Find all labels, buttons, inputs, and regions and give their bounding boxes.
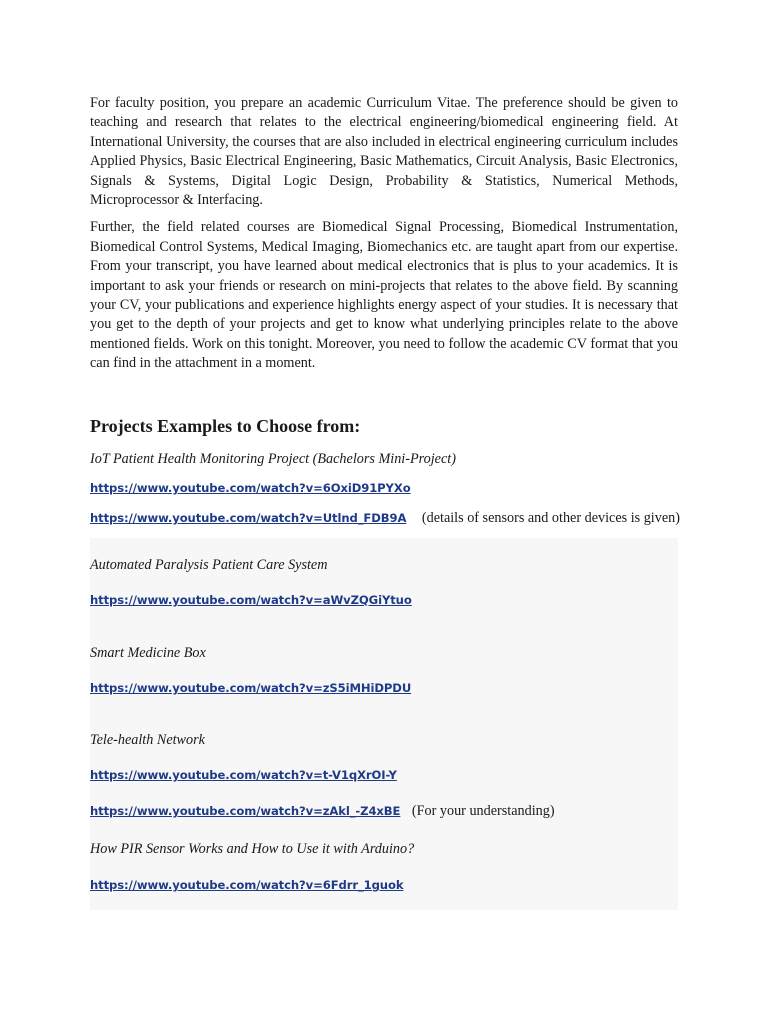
intro-paragraph-1: For faculty position, you prepare an academic Curriculum Vitae. The preference should be given to teaching and research that relates to the electrical engineering/biomedical engineering field. At International University, the courses that are also included in electrical engineering curriculum includes Applied Physics, Basic Electrical Engineering, Basic Mathematics, Circuit Analysis, Basic Electronics, Signals & Systems, Digital Logic Design, Probability & Statistics, Numerical Methods, Microprocessor & Interfacing.	[90, 95, 678, 209]
youtube-link[interactable]: https://www.youtube.com/watch?v=6Fdrr_1guok	[90, 878, 404, 892]
project-link-row	[90, 766, 397, 785]
project-link-row	[90, 876, 403, 895]
project-link-row	[90, 679, 411, 698]
project-link-row	[90, 591, 412, 610]
youtube-link[interactable]: https://www.youtube.com/watch?v=zAkl_-Z4xBE	[90, 804, 401, 818]
project-link-row	[90, 509, 680, 528]
project-link-row	[90, 479, 411, 498]
youtube-link[interactable]: https://www.youtube.com/watch?v=6OxiD91PYXo	[90, 481, 411, 495]
youtube-link[interactable]: https://www.youtube.com/watch?v=Utlnd_FDB9A	[90, 511, 407, 525]
youtube-link[interactable]: https://www.youtube.com/watch?v=t-V1qXrOI-Y	[90, 768, 397, 782]
project-link-row	[90, 802, 555, 821]
youtube-link[interactable]: https://www.youtube.com/watch?v=zS5iMHiDPDU	[90, 681, 412, 695]
projects-heading: Projects Examples to Choose from:	[90, 416, 361, 436]
project-title-pir-sensor: How PIR Sensor Works and How to Use it with Arduino?	[90, 841, 415, 857]
project-title-smart-medicine-box: Smart Medicine Box	[90, 645, 206, 661]
project-title-telehealth: Tele-health Network	[90, 732, 205, 748]
youtube-link[interactable]: https://www.youtube.com/watch?v=aWvZQGiYtuo	[90, 593, 412, 607]
intro-section	[90, 94, 678, 374]
link-note: (details of sensors and other devices is given)	[421, 510, 680, 526]
intro-paragraph-2: Further, the field related courses are Biomedical Signal Processing, Biomedical Instrumentation, Biomedical Control Systems, Medical Imaging, Biomechanics etc. are taught apart from our expertise. From your transcript, you have learned about medical electronics that is plus to your academics. It is important to ask your friends or research on mini-projects that relates to the above field. By scanning your CV, your publications and experience highlights energy aspect of your studies. It is necessary that you get to the depth of your projects and get to know what underlying principles relate to the above mentioned fields. Work on this tonight. Moreover, you need to follow the academic CV format that you can find in the attachment in a moment.	[90, 219, 678, 372]
link-note: (For your understanding)	[411, 803, 555, 819]
project-title-paralysis-care: Automated Paralysis Patient Care System	[90, 557, 328, 573]
project-title-iot-health: IoT Patient Health Monitoring Project (Bachelors Mini-Project)	[90, 451, 456, 467]
